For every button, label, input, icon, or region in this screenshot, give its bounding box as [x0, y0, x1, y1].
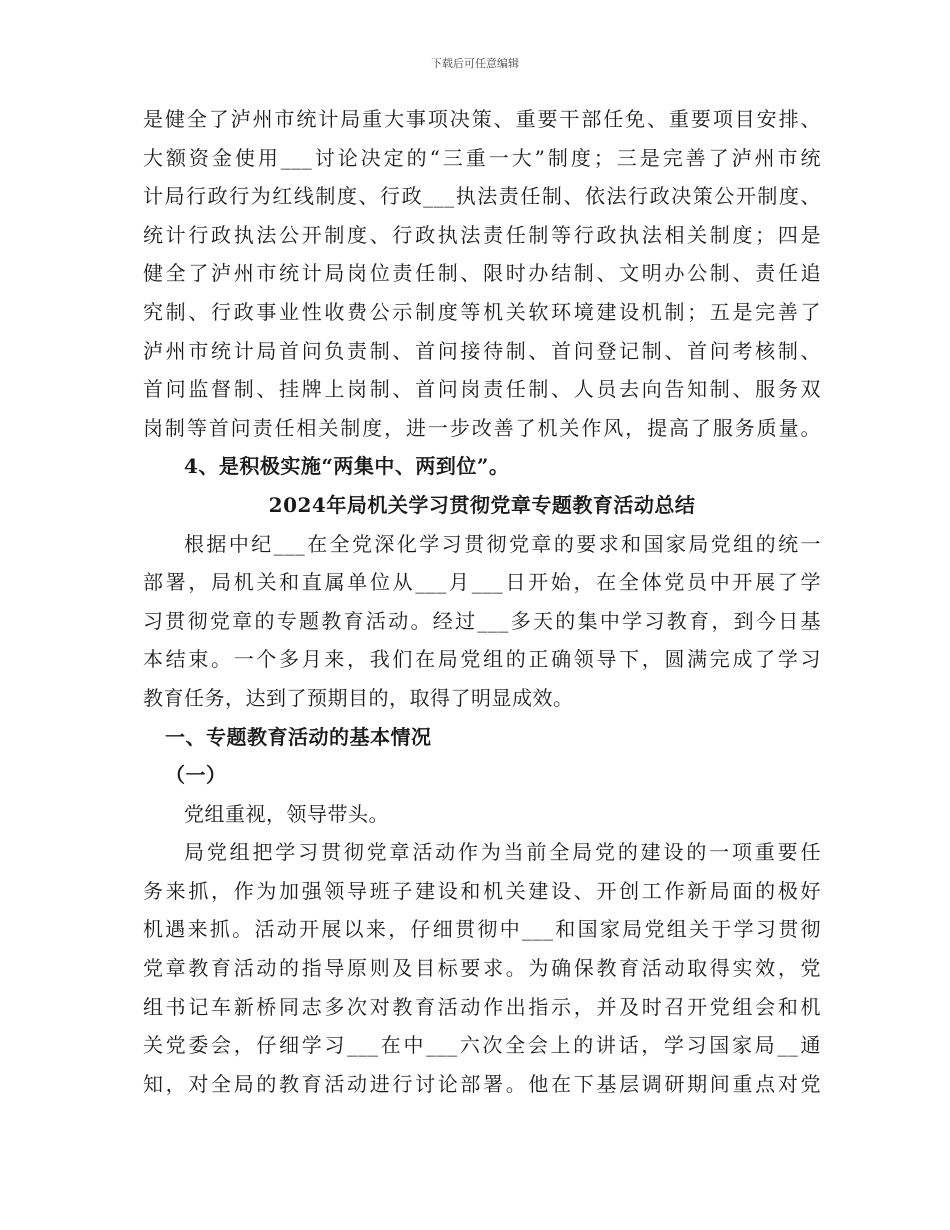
paragraph-line: 组书记车新桥同志多次对教育活动作出指示，并及时召开党组会和机	[143, 994, 821, 1019]
paragraph-line: 根据中纪___在全党深化学习贯彻党章的要求和国家局党组的统一	[184, 531, 821, 556]
paragraph-line: 大额资金使用___讨论决定的“三重一大”制度；三是完善了泸州市统	[143, 145, 821, 170]
paragraph-line: 关党委会，仔细学习___在中___六次全会上的讲话，学习国家局__通	[143, 1033, 821, 1058]
paragraph-line: 统计行政执法公开制度、行政执法责任制等行政执法相关制度；四是	[143, 222, 821, 247]
document-title: 2024年局机关学习贯彻党章专题教育活动总结	[268, 492, 696, 517]
section-heading: 一、专题教育活动的基本情况	[165, 724, 432, 749]
paragraph-line: 泸州市统计局首问负责制、首问接待制、首问登记制、首问考核制、	[143, 338, 821, 363]
paragraph-line: 习贯彻党章的专题教育活动。经过___多天的集中学习教育，到今日基	[143, 608, 821, 633]
paragraph-line: 计局行政行为红线制度、行政___执法责任制、依法行政决策公开制度、	[143, 184, 821, 209]
paragraph-line: 究制、行政事业性收费公示制度等机关软环境建设机制；五是完善了	[143, 299, 821, 324]
paragraph-line: 是健全了泸州市统计局重大事项决策、重要干部任免、重要项目安排、	[143, 107, 821, 131]
paragraph-line: 知，对全局的教育活动进行讨论部署。他在下基层调研期间重点对党	[143, 1071, 821, 1096]
paragraph-line: 健全了泸州市统计局岗位责任制、限时办结制、文明办公制、责任追	[143, 261, 821, 286]
paragraph-line: 机遇来抓。活动开展以来，仔细贯彻中___和国家局党组关于学习贯彻	[143, 917, 821, 942]
subsection-number: （一）	[165, 763, 227, 788]
section-heading: 4、是积极实施“两集中、两到位”。	[184, 454, 510, 479]
paragraph-line: 本结束。一个多月来，我们在局党组的正确领导下，圆满完成了学习	[143, 647, 821, 672]
paragraph-line: 部署，局机关和直属单位从___月___日开始，在全体党员中开展了学	[143, 570, 821, 595]
paragraph-line: 务来抓，作为加强领导班子建设和机关建设、开创工作新局面的极好	[143, 878, 821, 903]
page-header: 下载后可任意编辑	[431, 57, 519, 70]
subsection-heading: 党组重视，领导带头。	[184, 801, 389, 826]
paragraph-line: 局党组把学习贯彻党章活动作为当前全局党的建设的一项重要任	[184, 840, 821, 865]
paragraph-line: 党章教育活动的指导原则及目标要求。为确保教育活动取得实效，党	[143, 956, 821, 981]
document-body	[143, 100, 821, 1103]
paragraph-line: 首问监督制、挂牌上岗制、首问岗责任制、人员去向告知制、服务双	[143, 377, 821, 402]
paragraph-line: 岗制等首问责任相关制度，进一步改善了机关作风，提高了服务质量。	[143, 415, 821, 440]
paragraph-line: 教育任务，达到了预期目的，取得了明显成效。	[143, 685, 574, 710]
